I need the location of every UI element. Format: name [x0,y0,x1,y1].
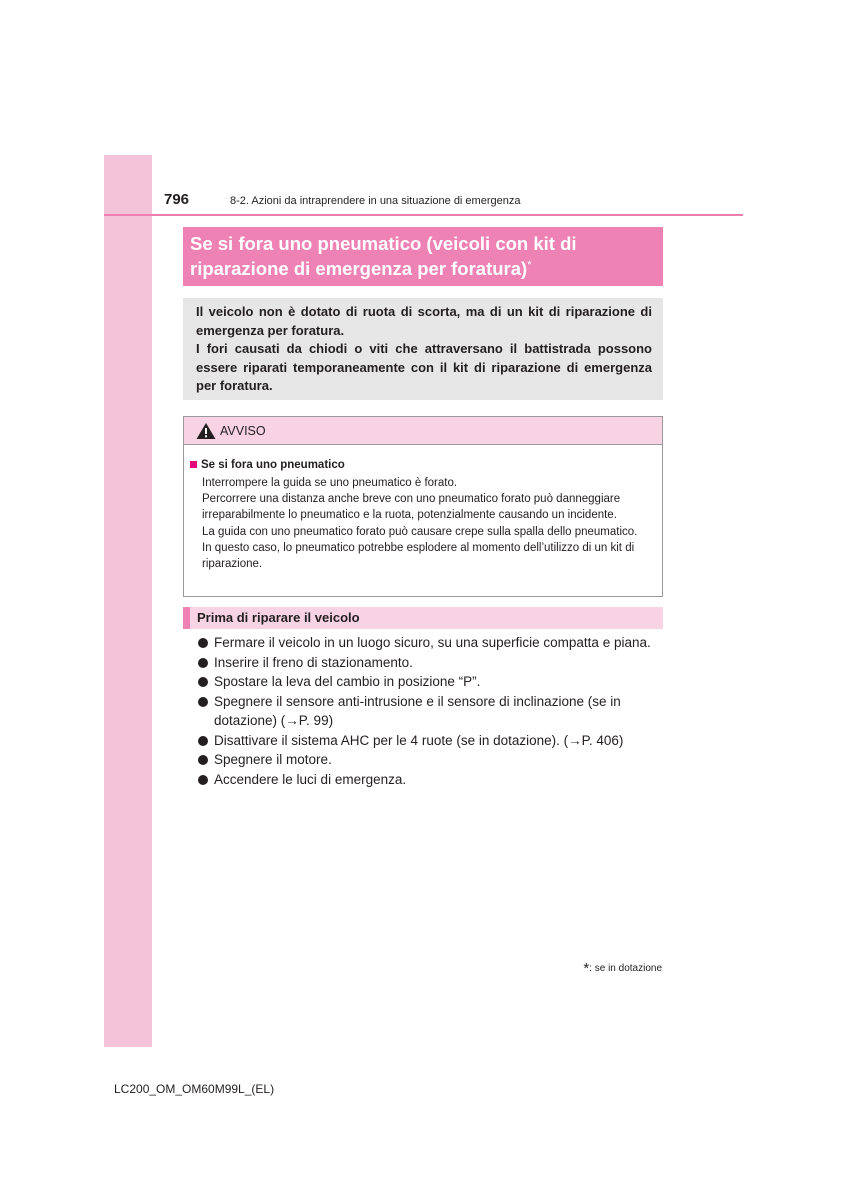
section-heading: Prima di riparare il veicolo [183,607,663,629]
checklist [196,633,664,789]
warning-box [183,416,663,597]
warning-header [184,417,662,445]
bullet-dot-icon [198,697,208,707]
bullet-dot-icon [198,755,208,765]
summary-paragraph: Il veicolo non è dotato di ruota di scorta, ma di un kit di riparazione di emergenza per foratura. [196,304,652,338]
bullet-dot-icon [198,638,208,648]
warning-text [202,475,648,572]
warning-paragraph: Interrompere la guida se uno pneumatico è forato. [202,477,458,489]
header-rule [104,214,743,216]
bullet-dot-icon [198,677,208,687]
section-path: 8-2. Azioni da intraprendere in una situazione di emergenza [230,195,521,207]
warning-paragraph: In questo caso, lo pneumatico potrebbe esplodere al momento dell’utilizzo di un kit di riparazione. [202,541,635,571]
warning-subheading: Se si fora uno pneumatico [190,456,648,473]
bullet-dot-icon [198,658,208,668]
list-item: Inserire il freno di stazionamento. [196,653,664,673]
footnote-text: : se in dotazione [589,963,662,974]
square-bullet-icon [190,461,197,468]
warning-paragraph: La guida con uno pneumatico forato può causare crepe sulla spalla dello pneumatico. [202,525,638,538]
list-item: Spostare la leva del cambio in posizione “P”. [196,672,664,692]
bullet-dot-icon [198,736,208,746]
list-item: Spegnere il motore. [196,750,664,770]
page-title-line-2: riparazione di emergenza per foratura)* [190,258,532,279]
page-title-line-1: Se si fora uno pneumatico (veicoli con kit di [190,233,577,254]
warning-label: AVVISO [220,423,266,438]
summary-paragraph: I fori causati da chiodi o viti che attraversano il battistrada possono essere riparati temporaneamente con il kit di riparazione di emergenza per foratura. [196,341,652,393]
footnote [583,960,662,977]
warning-triangle-icon [196,422,216,440]
list-item: Fermare il veicolo in un luogo sicuro, su una superficie compatta e piana. [196,633,664,653]
list-item: Disattivare il sistema AHC per le 4 ruote (se in dotazione). (→P. 406) [196,731,664,751]
document-code: LC200_OM_OM60M99L_(EL) [114,1082,275,1096]
footnote-asterisk: * [583,960,590,977]
bullet-dot-icon [198,775,208,785]
warning-paragraph: Percorrere una distanza anche breve con uno pneumatico forato può danneggiare irreparabilmente lo pneumatico e la ruota, potenzialmente causando un incidente. [202,493,621,522]
list-item: Accendere le luci di emergenza. [196,770,664,790]
summary-box [183,298,663,400]
side-tab-strip [104,155,152,1047]
warning-body [184,445,662,572]
title-asterisk: * [527,259,532,271]
page-number: 796 [164,191,190,208]
list-item: Spegnere il sensore anti-intrusione e il sensore di inclinazione (se in dotazione) (→P. 99) [196,692,664,731]
page-title [183,227,663,286]
